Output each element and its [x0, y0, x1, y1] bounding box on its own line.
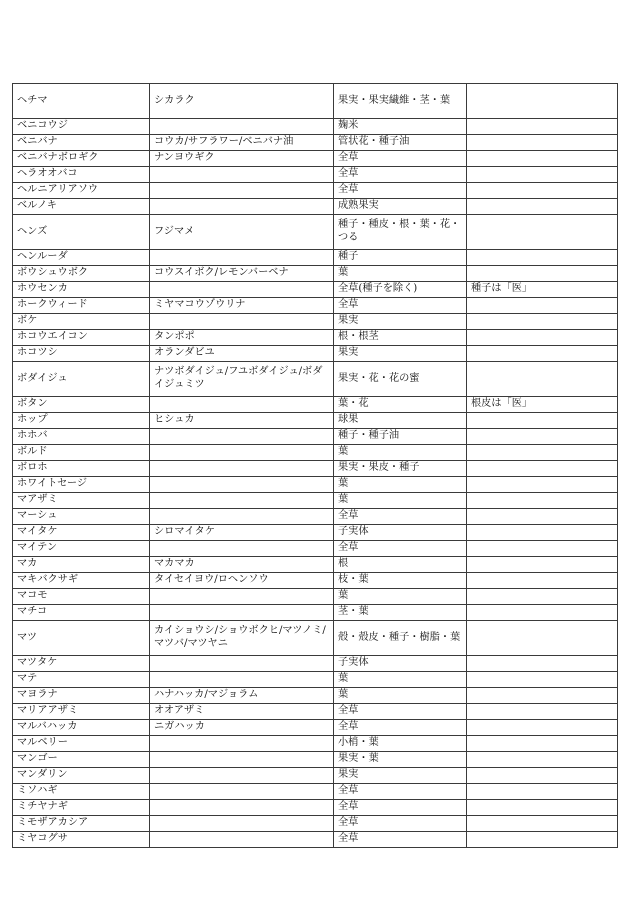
- table-row: [13, 493, 618, 509]
- note-cell: [467, 736, 618, 752]
- alias-cell: コウスイボク/レモンバーベナ: [150, 266, 334, 282]
- note-cell: [467, 573, 618, 589]
- table-row: [13, 573, 618, 589]
- note-cell: [467, 84, 618, 119]
- note-cell: [467, 250, 618, 266]
- herb-name-cell: ミモザアカシア: [13, 816, 150, 832]
- alias-cell: [150, 397, 334, 413]
- alias-cell: [150, 199, 334, 215]
- table-row: [13, 557, 618, 573]
- part-cell: 小梢・葉: [334, 736, 467, 752]
- alias-cell: オランダビユ: [150, 346, 334, 362]
- part-cell: 麹米: [334, 119, 467, 135]
- table-row: [13, 477, 618, 493]
- herb-name-cell: ホワイトセージ: [13, 477, 150, 493]
- part-cell: 根・根茎: [334, 330, 467, 346]
- part-cell: 根: [334, 557, 467, 573]
- alias-cell: [150, 605, 334, 621]
- table-row: [13, 282, 618, 298]
- alias-cell: [150, 800, 334, 816]
- herb-name-cell: マヨラナ: [13, 688, 150, 704]
- alias-cell: コウカ/サフラワー/ベニバナ油: [150, 135, 334, 151]
- note-cell: [467, 461, 618, 477]
- part-cell: 葉: [334, 445, 467, 461]
- part-cell: 葉: [334, 688, 467, 704]
- table-row: [13, 541, 618, 557]
- herb-name-cell: ベニバナボロギク: [13, 151, 150, 167]
- alias-cell: ヒシュカ: [150, 413, 334, 429]
- note-cell: [467, 800, 618, 816]
- part-cell: 果実: [334, 346, 467, 362]
- table-row: [13, 736, 618, 752]
- note-cell: [467, 688, 618, 704]
- table-row: [13, 250, 618, 266]
- alias-cell: ハナハッカ/マジョラム: [150, 688, 334, 704]
- part-cell: 果実・果皮・種子: [334, 461, 467, 477]
- table-row: [13, 330, 618, 346]
- note-cell: [467, 768, 618, 784]
- table-row: [13, 413, 618, 429]
- alias-cell: [150, 736, 334, 752]
- table-row: [13, 266, 618, 282]
- note-cell: [467, 541, 618, 557]
- table-row: [13, 800, 618, 816]
- part-cell: 全草: [334, 509, 467, 525]
- alias-cell: シロマイタケ: [150, 525, 334, 541]
- herb-name-cell: マコモ: [13, 589, 150, 605]
- part-cell: 管状花・種子油: [334, 135, 467, 151]
- alias-cell: [150, 445, 334, 461]
- part-cell: 果実・果実繊維・茎・葉: [334, 84, 467, 119]
- table-row: [13, 167, 618, 183]
- part-cell: 葉: [334, 477, 467, 493]
- herb-name-cell: ホホバ: [13, 429, 150, 445]
- alias-cell: シカラク: [150, 84, 334, 119]
- alias-cell: [150, 768, 334, 784]
- alias-cell: [150, 314, 334, 330]
- table-row: [13, 672, 618, 688]
- note-cell: [467, 298, 618, 314]
- part-cell: 果実・花・花の蜜: [334, 362, 467, 397]
- table-row: [13, 605, 618, 621]
- alias-cell: [150, 816, 334, 832]
- alias-cell: ナツボダイジュ/フユボダイジュ/ボダイジュミツ: [150, 362, 334, 397]
- table-row: [13, 215, 618, 250]
- alias-cell: [150, 589, 334, 605]
- herb-name-cell: ホウセンカ: [13, 282, 150, 298]
- part-cell: 全草: [334, 183, 467, 199]
- table-row: [13, 445, 618, 461]
- part-cell: 全草: [334, 800, 467, 816]
- herb-name-cell: マアザミ: [13, 493, 150, 509]
- part-cell: 全草(種子を除く): [334, 282, 467, 298]
- part-cell: 全草: [334, 298, 467, 314]
- alias-cell: [150, 167, 334, 183]
- herb-name-cell: マカ: [13, 557, 150, 573]
- herb-name-cell: マンゴー: [13, 752, 150, 768]
- herb-name-cell: ホコツシ: [13, 346, 150, 362]
- note-cell: [467, 720, 618, 736]
- alias-cell: [150, 493, 334, 509]
- part-cell: 種子・種子油: [334, 429, 467, 445]
- table-row: [13, 589, 618, 605]
- alias-cell: ニガハッカ: [150, 720, 334, 736]
- alias-cell: [150, 784, 334, 800]
- part-cell: 全草: [334, 541, 467, 557]
- part-cell: 葉: [334, 266, 467, 282]
- note-cell: [467, 135, 618, 151]
- note-cell: [467, 752, 618, 768]
- note-cell: [467, 413, 618, 429]
- part-cell: 茎・葉: [334, 605, 467, 621]
- table-row: [13, 429, 618, 445]
- herb-name-cell: マイタケ: [13, 525, 150, 541]
- alias-cell: [150, 509, 334, 525]
- alias-cell: カイショウシ/ショウボクヒ/マツノミ/マツバ/マツヤニ: [150, 621, 334, 656]
- part-cell: 果実・葉: [334, 752, 467, 768]
- herb-name-cell: ベニバナ: [13, 135, 150, 151]
- alias-cell: [150, 832, 334, 848]
- table-row: [13, 704, 618, 720]
- table-row: [13, 84, 618, 119]
- herb-name-cell: ボルド: [13, 445, 150, 461]
- note-cell: [467, 605, 618, 621]
- herb-name-cell: ボロホ: [13, 461, 150, 477]
- note-cell: [467, 215, 618, 250]
- note-cell: [467, 656, 618, 672]
- herb-name-cell: ヘンズ: [13, 215, 150, 250]
- part-cell: 全草: [334, 784, 467, 800]
- herb-name-cell: マルバハッカ: [13, 720, 150, 736]
- table-row: [13, 135, 618, 151]
- note-cell: [467, 151, 618, 167]
- note-cell: [467, 314, 618, 330]
- herb-name-cell: ホコウエイコン: [13, 330, 150, 346]
- table-row: [13, 621, 618, 656]
- part-cell: 子実体: [334, 525, 467, 541]
- herb-name-cell: マツタケ: [13, 656, 150, 672]
- part-cell: 葉: [334, 493, 467, 509]
- herb-name-cell: マキバクサギ: [13, 573, 150, 589]
- note-cell: [467, 167, 618, 183]
- alias-cell: ミヤマコウゾウリナ: [150, 298, 334, 314]
- part-cell: 全草: [334, 151, 467, 167]
- table-row: [13, 362, 618, 397]
- herb-name-cell: ベルノキ: [13, 199, 150, 215]
- note-cell: [467, 362, 618, 397]
- part-cell: 葉: [334, 589, 467, 605]
- note-cell: [467, 445, 618, 461]
- part-cell: 殻・殻皮・種子・樹脂・葉: [334, 621, 467, 656]
- note-cell: [467, 672, 618, 688]
- table-row: [13, 784, 618, 800]
- alias-cell: [150, 656, 334, 672]
- part-cell: 枝・葉: [334, 573, 467, 589]
- alias-cell: [150, 282, 334, 298]
- herb-name-cell: マツ: [13, 621, 150, 656]
- alias-cell: タイセイヨウ/ロヘンソウ: [150, 573, 334, 589]
- table-row: [13, 525, 618, 541]
- alias-cell: [150, 429, 334, 445]
- herb-name-cell: マイテン: [13, 541, 150, 557]
- herb-name-cell: ミチヤナギ: [13, 800, 150, 816]
- note-cell: [467, 199, 618, 215]
- part-cell: 子実体: [334, 656, 467, 672]
- herb-name-cell: ボウシュウボク: [13, 266, 150, 282]
- note-cell: [467, 557, 618, 573]
- alias-cell: [150, 461, 334, 477]
- note-cell: [467, 509, 618, 525]
- table-row: [13, 768, 618, 784]
- note-cell: [467, 816, 618, 832]
- table-row: [13, 656, 618, 672]
- table-row: [13, 314, 618, 330]
- note-cell: 種子は「医」: [467, 282, 618, 298]
- herb-name-cell: ホークウィード: [13, 298, 150, 314]
- note-cell: 根皮は「医」: [467, 397, 618, 413]
- alias-cell: [150, 250, 334, 266]
- herb-name-cell: ヘルニアリアソウ: [13, 183, 150, 199]
- table-row: [13, 346, 618, 362]
- herb-name-cell: ミヤコグサ: [13, 832, 150, 848]
- part-cell: 全草: [334, 720, 467, 736]
- herb-name-cell: ボケ: [13, 314, 150, 330]
- table-row: [13, 119, 618, 135]
- alias-cell: フジマメ: [150, 215, 334, 250]
- part-cell: 果実: [334, 314, 467, 330]
- herb-name-cell: ホップ: [13, 413, 150, 429]
- part-cell: 種子・種皮・根・葉・花・つる: [334, 215, 467, 250]
- alias-cell: [150, 477, 334, 493]
- note-cell: [467, 346, 618, 362]
- herb-name-cell: マテ: [13, 672, 150, 688]
- alias-cell: マカマカ: [150, 557, 334, 573]
- table-row: [13, 397, 618, 413]
- table-body: [13, 84, 618, 848]
- alias-cell: [150, 541, 334, 557]
- table-row: [13, 752, 618, 768]
- alias-cell: タンポポ: [150, 330, 334, 346]
- table-row: [13, 151, 618, 167]
- part-cell: 種子: [334, 250, 467, 266]
- note-cell: [467, 832, 618, 848]
- herb-name-cell: ヘラオオバコ: [13, 167, 150, 183]
- herb-table: [12, 83, 618, 848]
- part-cell: 全草: [334, 704, 467, 720]
- part-cell: 球果: [334, 413, 467, 429]
- herb-name-cell: ミソハギ: [13, 784, 150, 800]
- part-cell: 全草: [334, 832, 467, 848]
- note-cell: [467, 266, 618, 282]
- part-cell: 全草: [334, 816, 467, 832]
- note-cell: [467, 330, 618, 346]
- note-cell: [467, 621, 618, 656]
- part-cell: 葉・花: [334, 397, 467, 413]
- table-row: [13, 816, 618, 832]
- table-row: [13, 183, 618, 199]
- alias-cell: [150, 752, 334, 768]
- alias-cell: [150, 183, 334, 199]
- herb-name-cell: ボダイジュ: [13, 362, 150, 397]
- table-row: [13, 509, 618, 525]
- part-cell: 果実: [334, 768, 467, 784]
- part-cell: 成熟果実: [334, 199, 467, 215]
- note-cell: [467, 429, 618, 445]
- note-cell: [467, 493, 618, 509]
- herb-name-cell: ボタン: [13, 397, 150, 413]
- herb-name-cell: マチコ: [13, 605, 150, 621]
- table-row: [13, 832, 618, 848]
- herb-name-cell: ベニコウジ: [13, 119, 150, 135]
- note-cell: [467, 589, 618, 605]
- alias-cell: [150, 119, 334, 135]
- table-row: [13, 199, 618, 215]
- note-cell: [467, 183, 618, 199]
- note-cell: [467, 525, 618, 541]
- part-cell: 葉: [334, 672, 467, 688]
- table-row: [13, 298, 618, 314]
- herb-name-cell: マルベリー: [13, 736, 150, 752]
- herb-name-cell: マーシュ: [13, 509, 150, 525]
- table-row: [13, 688, 618, 704]
- part-cell: 全草: [334, 167, 467, 183]
- note-cell: [467, 704, 618, 720]
- note-cell: [467, 477, 618, 493]
- alias-cell: ナンヨウギク: [150, 151, 334, 167]
- note-cell: [467, 119, 618, 135]
- herb-name-cell: マリアアザミ: [13, 704, 150, 720]
- table-row: [13, 461, 618, 477]
- herb-name-cell: マンダリン: [13, 768, 150, 784]
- herb-name-cell: ヘチマ: [13, 84, 150, 119]
- alias-cell: [150, 672, 334, 688]
- note-cell: [467, 784, 618, 800]
- herb-name-cell: ヘンルーダ: [13, 250, 150, 266]
- table-row: [13, 720, 618, 736]
- alias-cell: オオアザミ: [150, 704, 334, 720]
